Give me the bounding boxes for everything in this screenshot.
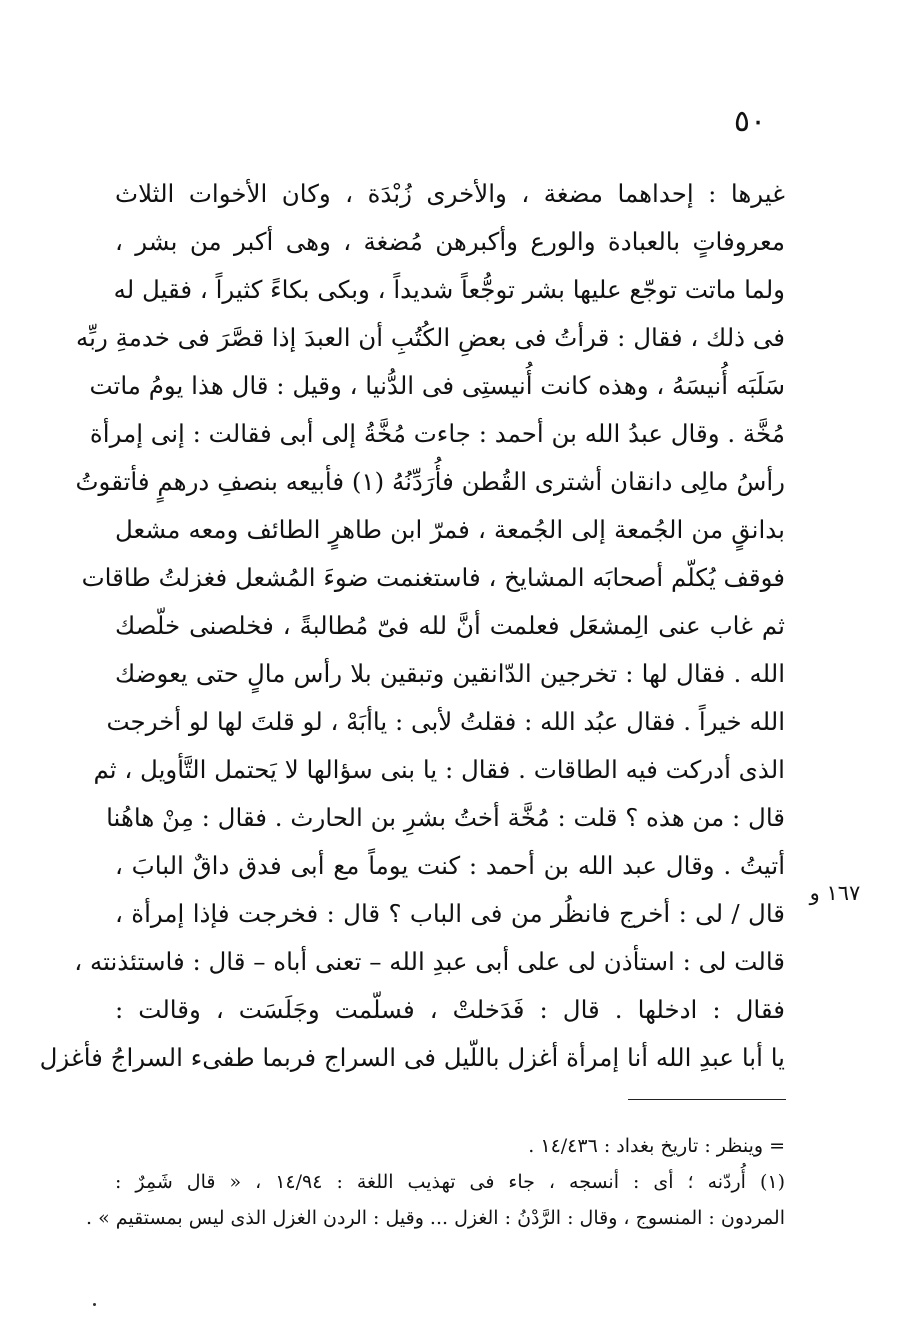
footnotes — [86, 1128, 786, 1236]
text-line: الله . فقال لها : تخرجين الدّانقين وتبقين بلا رأس مالٍ حتى يعوضك — [115, 659, 785, 688]
text-line: رأسُ مالِى دانقان أشترى القُطن فأُرَدِّنُهُ (١) فأبيعه بنصفِ درهمٍ فأتقوتُ — [75, 467, 785, 496]
text-line: قالت لى : استأذن لى على أبى عبدِ الله – تعنى أباه – قال : فاستئذنته ، — [74, 947, 785, 976]
page-number: ٥٠ — [733, 104, 767, 139]
text-line: يا أبا عبدِ الله أنا إمرأة أغزل باللّيل فى السراج فربما طفىء السراجُ فأغزل — [39, 1043, 785, 1072]
footnote-1-continuation: المردون : المنسوج ، وقال : الرَّدْنُ : الغزل ... وقيل : الردن الغزل الذى ليس بمستقيم » . — [86, 1207, 785, 1229]
text-line: مُخَّة . وقال عبدُ الله بن أحمد : جاءت مُخَّةُ إلى أبى فقالت : إنى إمرأة — [89, 419, 785, 448]
footnote-divider — [628, 1099, 786, 1100]
margin-reference: ١٦٧ و — [809, 881, 861, 905]
scan-speck — [93, 1303, 96, 1306]
text-line: ثم غاب عنى الِمشعَل فعلمت أنَّ لله فىّ مُطالبةً ، فخلصنى خلّصك — [115, 611, 785, 640]
main-text — [39, 170, 785, 1082]
text-line: فى ذلك ، فقال : قرأتُ فى بعضِ الكُتُبِ أن العبدَ إذا قصَّرَ فى خدمةِ ربِّه — [76, 323, 785, 352]
footnote-continuation: = وينظر : تاريخ بغداد : ١٤/٤٣٦ . — [528, 1135, 785, 1157]
text-line: غيرها : إحداهما مضغة ، والأخرى زُبْدَة ، وكان الأخوات الثلاث — [115, 179, 785, 208]
text-line: سَلَبَه أُنيسَهُ ، وهذه كانت أُنيستِى فى الدُّنيا ، وقيل : قال هذا يومُ ماتت — [89, 371, 785, 400]
text-line: فوقف يُكلّم أصحابَه المشايخ ، فاستغنمت ضوءَ المُشعل فغزلتُ طاقات — [81, 563, 785, 592]
text-line: الذى أدركت فيه الطاقات . فقال : يا بنى سؤالها لا يَحتمل التَّأويل ، ثم — [93, 755, 785, 784]
text-line: أتيتُ . وقال عبد الله بن أحمد : كنت يوماً مع أبى فدق داقٌ البابَ ، — [115, 851, 785, 880]
text-line: معروفاتٍ بالعبادة والورع وأكبرهن مُضغة ، وهى أكبر من بشر ، — [115, 227, 785, 256]
text-line: قال / لى : أخرج فانظُر من فى الباب ؟ قال : فخرجت فإذا إمرأة ، — [115, 899, 785, 928]
text-line: بدانقٍ من الجُمعة إلى الجُمعة ، فمرّ ابن طاهرٍ الطائف ومعه مشعل — [115, 515, 785, 544]
text-line: قال : من هذه ؟ قلت : مُخَّة أختُ بشرِ بن الحارث . فقال : مِنْ هاهُنا — [106, 803, 785, 832]
text-line: الله خيراً . فقال عبُد الله : فقلتُ لأبى : ياأبَهْ ، لو قلتَ لها لو أخرجت — [106, 707, 785, 736]
footnote-1: (١) أُردّنه ؛ أى : أنسجه ، جاء فى تهذيب اللغة : ١٤/٩٤ ، « قال شَمِرٌ : — [115, 1171, 786, 1193]
text-line: ولما ماتت توجّع عليها بشر توجُّعاً شديداً ، وبكى بكاءً كثيراً ، فقيل له — [113, 275, 785, 304]
text-line: فقال : ادخلها . قال : فَدَخلتْ ، فسلّمت وجَلَسَت ، وقالت : — [115, 995, 785, 1024]
